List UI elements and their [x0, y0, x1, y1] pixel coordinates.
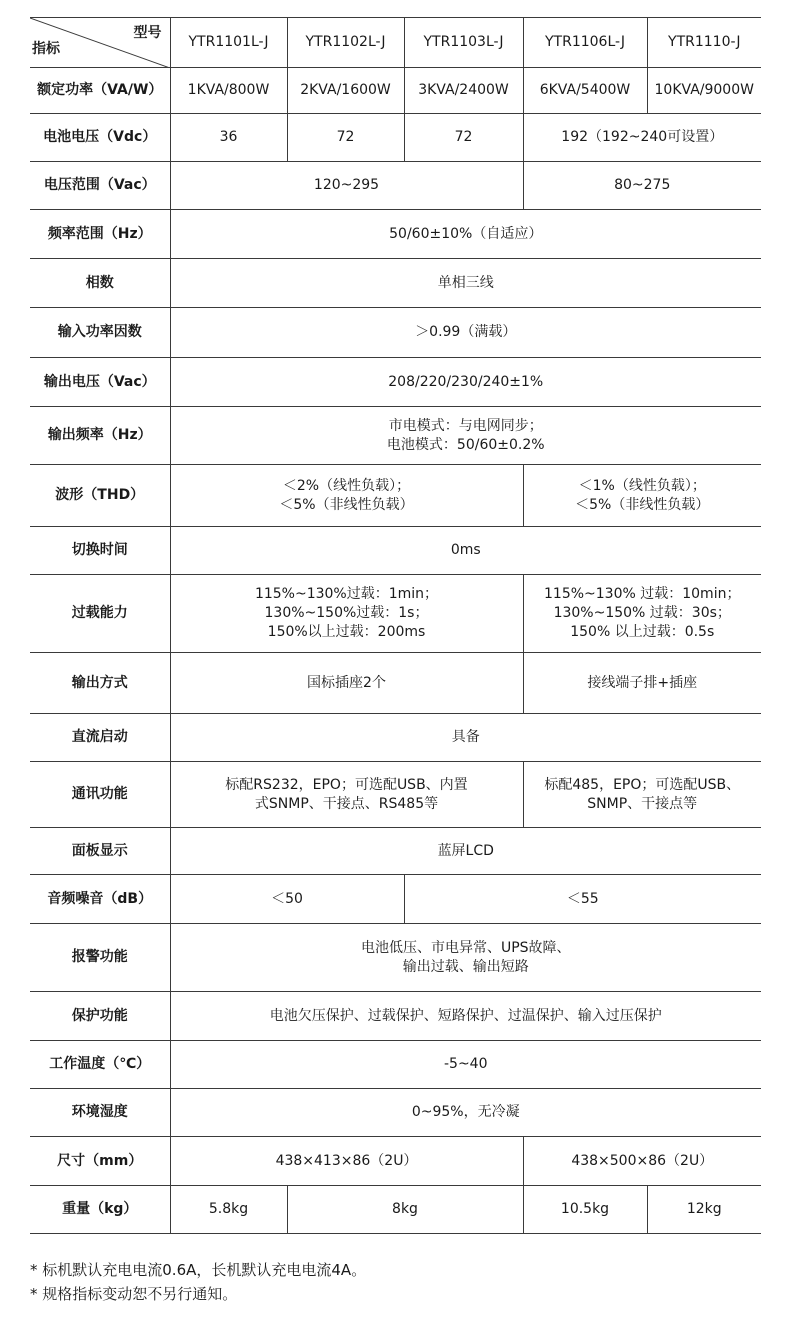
cell-line: ＜1%（线性负载）；	[578, 477, 706, 494]
table-row	[30, 308, 761, 358]
row-label: 电压范围（Vac）	[30, 162, 170, 210]
table-cell: 单相三线	[170, 259, 761, 308]
table-cell: 12kg	[647, 1186, 761, 1234]
row-label: 相数	[30, 259, 170, 308]
row-label: 音频噪音（dB）	[30, 875, 170, 924]
footnotes	[30, 1258, 770, 1306]
table-cell	[523, 575, 761, 653]
table-cell: 具备	[170, 714, 761, 762]
table-cell: 208/220/230/240±1%	[170, 358, 761, 407]
row-label: 直流启动	[30, 714, 170, 762]
table-cell	[523, 465, 761, 527]
table-cell: 10.5kg	[523, 1186, 647, 1234]
table-row	[30, 210, 761, 259]
table-cell: 蓝屏LCD	[170, 828, 761, 875]
cell-line: 150% 以上过载：0.5s	[570, 624, 715, 640]
table-cell: 2KVA/1600W	[287, 68, 404, 114]
cell-line: 标配RS232，EPO；可选配USB、内置	[225, 776, 468, 793]
model-header: YTR1102L-J	[287, 18, 404, 68]
table-row	[30, 1137, 761, 1186]
table-row	[30, 259, 761, 308]
table-cell: 10KVA/9000W	[647, 68, 761, 114]
row-label: 保护功能	[30, 992, 170, 1041]
model-header: YTR1103L-J	[404, 18, 523, 68]
cell-line: 150%以上过载：200ms	[267, 624, 426, 640]
table-cell: 0ms	[170, 527, 761, 575]
row-label: 切换时间	[30, 527, 170, 575]
model-header: YTR1101L-J	[170, 18, 287, 68]
cell-line: ＜5%（非线性负载）	[575, 496, 710, 513]
cell-line: 电池低压、市电异常、UPS故障、	[360, 939, 571, 956]
corner-index-label: 指标	[32, 41, 60, 57]
table-cell: 72	[404, 114, 523, 162]
row-label: 波形（THD）	[30, 465, 170, 527]
model-header: YTR1110-J	[647, 18, 761, 68]
table-cell	[170, 407, 761, 465]
table-row	[30, 762, 761, 828]
cell-line: 标配485，EPO；可选配USB、	[544, 776, 741, 793]
table-cell: 8kg	[287, 1186, 523, 1234]
table-cell	[170, 924, 761, 992]
table-cell: 5.8kg	[170, 1186, 287, 1234]
table-row	[30, 162, 761, 210]
table-cell: 电池欠压保护、过载保护、短路保护、过温保护、输入过压保护	[170, 992, 761, 1041]
table-cell: -5~40	[170, 1041, 761, 1089]
table-header-row	[30, 18, 761, 68]
table-row	[30, 992, 761, 1041]
row-label: 输出频率（Hz）	[30, 407, 170, 465]
table-cell: 438×500×86（2U）	[523, 1137, 761, 1186]
row-label: 尺寸（mm）	[30, 1137, 170, 1186]
footnote: * 规格指标变动恕不另行通知。	[30, 1285, 238, 1303]
table-cell	[170, 762, 523, 828]
table-cell: 120~295	[170, 162, 523, 210]
table-row	[30, 1089, 761, 1137]
table-cell: 36	[170, 114, 287, 162]
row-label: 输出电压（Vac）	[30, 358, 170, 407]
cell-line: 115%~130%过载：1min；	[254, 586, 439, 602]
table-cell: 72	[287, 114, 404, 162]
cell-line: 输出过载、输出短路	[402, 958, 529, 975]
row-label: 过载能力	[30, 575, 170, 653]
table-row	[30, 114, 761, 162]
cell-line: 130%~150%过载：1s；	[264, 605, 429, 621]
table-cell	[170, 465, 523, 527]
table-row	[30, 358, 761, 407]
row-label: 电池电压（Vdc）	[30, 114, 170, 162]
table-cell: 6KVA/5400W	[523, 68, 647, 114]
table-cell: 3KVA/2400W	[404, 68, 523, 114]
row-label: 环境湿度	[30, 1089, 170, 1137]
row-label: 重量（kg）	[30, 1186, 170, 1234]
spec-table	[30, 17, 761, 1234]
table-cell: 50/60±10%（自适应）	[170, 210, 761, 259]
table-row	[30, 407, 761, 465]
row-label: 工作温度（℃）	[30, 1041, 170, 1089]
cell-line: 电池模式：50/60±0.2%	[386, 436, 545, 453]
cell-line: 130%~150% 过载：30s；	[553, 605, 731, 621]
table-cell	[523, 762, 761, 828]
table-row	[30, 68, 761, 114]
spec-table-container	[30, 17, 761, 1234]
table-cell: 0~95%，无冷凝	[170, 1089, 761, 1137]
table-row	[30, 575, 761, 653]
table-row	[30, 924, 761, 992]
table-row	[30, 465, 761, 527]
table-cell: 192（192~240可设置）	[523, 114, 761, 162]
row-label: 面板显示	[30, 828, 170, 875]
table-row	[30, 1186, 761, 1234]
cell-line: ＜5%（非线性负载）	[279, 496, 414, 513]
table-row	[30, 527, 761, 575]
table-cell: ＜55	[404, 875, 761, 924]
row-label: 额定功率（VA/W）	[30, 68, 170, 114]
table-row	[30, 1041, 761, 1089]
cell-line: SNMP、干接点等	[587, 795, 698, 812]
table-cell: 438×413×86（2U）	[170, 1137, 523, 1186]
header-corner-cell	[30, 18, 170, 68]
table-cell: ＜50	[170, 875, 404, 924]
footnote: * 标机默认充电电流0.6A，长机默认充电电流4A。	[30, 1261, 367, 1279]
table-cell: 国标插座2个	[170, 653, 523, 714]
table-cell	[170, 575, 523, 653]
table-cell: 1KVA/800W	[170, 68, 287, 114]
table-row	[30, 653, 761, 714]
table-row	[30, 828, 761, 875]
cell-line: 115%~130% 过载：10min；	[544, 586, 741, 602]
table-cell: ＞0.99（满载）	[170, 308, 761, 358]
row-label: 频率范围（Hz）	[30, 210, 170, 259]
table-row	[30, 875, 761, 924]
row-label: 输入功率因数	[30, 308, 170, 358]
model-header: YTR1106L-J	[523, 18, 647, 68]
row-label: 报警功能	[30, 924, 170, 992]
row-label: 通讯功能	[30, 762, 170, 828]
cell-line: ＜2%（线性负载）；	[282, 477, 411, 494]
row-label: 输出方式	[30, 653, 170, 714]
cell-line: 市电模式：与电网同步；	[388, 417, 543, 434]
corner-model-label: 型号	[133, 25, 162, 41]
cell-line: 式SNMP、干接点、RS485等	[254, 795, 439, 812]
table-row	[30, 714, 761, 762]
table-cell: 80~275	[523, 162, 761, 210]
table-cell: 接线端子排+插座	[523, 653, 761, 714]
